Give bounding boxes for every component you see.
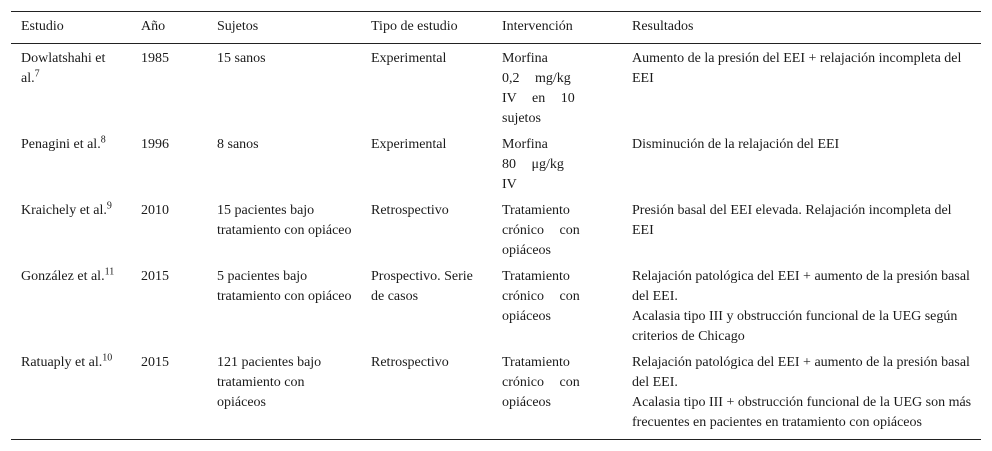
cell-intervention	[492, 196, 622, 262]
cell-intervention	[492, 262, 622, 348]
study-reference: 9	[106, 200, 112, 212]
header-intervencion: Intervención	[502, 19, 573, 34]
table-header	[11, 12, 981, 44]
result-paragraph: Disminución de la relajación del EEI	[632, 137, 840, 152]
result-paragraph: Relajación patológica del EEI + aumento de la presión basal del EEI.	[632, 355, 970, 390]
cell-study-type: Experimental	[371, 51, 447, 66]
cell-results	[622, 130, 981, 196]
cell-study	[11, 262, 131, 348]
intervention-line: Morfina	[502, 137, 548, 152]
cell-year: 1985	[141, 51, 169, 66]
table-row	[11, 44, 981, 131]
header-tipo-estudio: Tipo de estudio	[371, 19, 458, 34]
table-row	[11, 196, 981, 262]
study-name: Kraichely et al.	[21, 203, 107, 218]
intervention-line: 80 μg/kg	[502, 157, 564, 172]
study-name: Penagini et al.	[21, 137, 101, 152]
cell-year: 2015	[141, 269, 169, 284]
cell-intervention	[492, 44, 622, 131]
result-paragraph: Presión basal del EEI elevada. Relajación incompleta del EEI	[632, 203, 952, 238]
cell-year: 2015	[141, 355, 169, 370]
studies-table-container	[11, 11, 981, 440]
header-sujetos: Sujetos	[217, 19, 259, 34]
table-row	[11, 130, 981, 196]
cell-study	[11, 348, 131, 440]
table-row	[11, 348, 981, 440]
intervention-line: sujetos	[502, 111, 541, 126]
cell-subjects: 5 pacientes bajo tratamiento con opiáceo	[217, 269, 352, 304]
study-name: Ratuaply et al.	[21, 355, 103, 370]
result-paragraph: Aumento de la presión del EEI + relajación incompleta del EEI	[632, 51, 962, 86]
study-reference: 10	[102, 352, 113, 364]
cell-results	[622, 44, 981, 131]
result-paragraph: Relajación patológica del EEI + aumento de la presión basal del EEI.	[632, 269, 970, 304]
table-row	[11, 262, 981, 348]
cell-subjects: 8 sanos	[217, 137, 259, 152]
cell-subjects: 15 pacientes bajo tratamiento con opiáceo	[217, 203, 352, 238]
intervention-line: IV en 10	[502, 91, 575, 106]
intervention-line: Tratamiento crónico con opiáceos	[502, 269, 580, 324]
header-row	[11, 12, 981, 44]
cell-study	[11, 196, 131, 262]
cell-study-type: Experimental	[371, 137, 447, 152]
intervention-line: Tratamiento crónico con opiáceos	[502, 355, 580, 410]
header-estudio: Estudio	[21, 19, 64, 34]
cell-intervention	[492, 130, 622, 196]
study-name: Dowlatshahi et al.	[21, 51, 106, 86]
cell-study	[11, 44, 131, 131]
intervention-line: Tratamiento crónico con opiáceos	[502, 203, 580, 258]
cell-year: 1996	[141, 137, 169, 152]
intervention-line: IV	[502, 177, 517, 192]
cell-results	[622, 262, 981, 348]
table-body	[11, 44, 981, 440]
study-reference: 8	[100, 134, 106, 146]
result-paragraph: Acalasia tipo III + obstrucción funcional de la UEG son más frecuentes en pacientes en tratamiento con opiáceos	[632, 395, 972, 430]
study-reference: 7	[34, 68, 40, 80]
intervention-line: 0,2 mg/kg	[502, 71, 571, 86]
cell-results	[622, 196, 981, 262]
header-anio: Año	[141, 19, 166, 34]
study-reference: 11	[104, 266, 115, 278]
study-name: González et al.	[21, 269, 105, 284]
cell-study-type: Retrospectivo	[371, 355, 449, 370]
cell-results	[622, 348, 981, 440]
header-resultados: Resultados	[632, 19, 694, 34]
studies-table	[11, 11, 981, 440]
result-paragraph: Acalasia tipo III y obstrucción funcional de la UEG según criterios de Chicago	[632, 309, 958, 344]
cell-study	[11, 130, 131, 196]
cell-subjects: 121 pacientes bajo tratamiento con opiáceos	[217, 355, 322, 410]
cell-subjects: 15 sanos	[217, 51, 266, 66]
cell-study-type: Prospectivo. Serie de casos	[371, 269, 473, 304]
intervention-line: Morfina	[502, 51, 548, 66]
cell-intervention	[492, 348, 622, 440]
cell-year: 2010	[141, 203, 169, 218]
cell-study-type: Retrospectivo	[371, 203, 449, 218]
